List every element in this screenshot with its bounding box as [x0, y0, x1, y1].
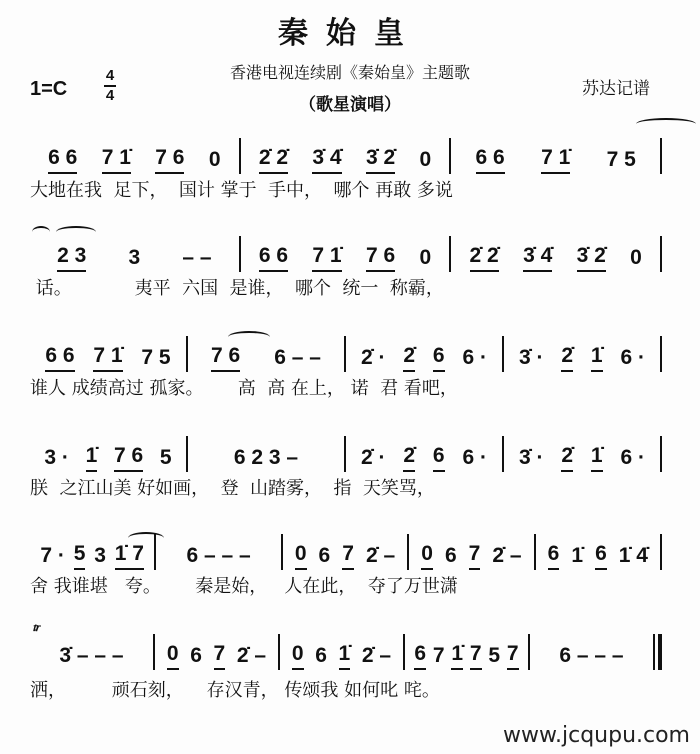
note-group: 1̇	[571, 544, 584, 567]
note-group: 7 1̇	[541, 146, 570, 174]
final-barline	[653, 634, 662, 670]
lyrics-line: 舍 我谁堪 夸。 秦是始， 人在此， 夺了万世潇	[30, 576, 458, 597]
subtitle: 香港电视连续剧《秦始皇》主题歌	[229, 63, 470, 82]
staff-row	[30, 634, 662, 670]
trill-mark: 𝆖	[33, 620, 41, 635]
measure	[405, 634, 528, 670]
meter-bottom: 4	[105, 87, 115, 104]
note-group: 6 – – –	[186, 544, 251, 567]
note-group: 3	[94, 544, 106, 567]
note-group: 0	[419, 148, 432, 171]
note-group: 2̇ ·	[360, 446, 386, 469]
note-group: 6	[433, 444, 445, 472]
note-group: 2̇ –	[361, 644, 392, 667]
note-group: 7	[214, 642, 226, 670]
note-group: 7	[470, 642, 482, 670]
note-group: 0	[208, 148, 221, 171]
note-group: 7 1̇	[312, 244, 341, 272]
note-group: 6 6	[476, 146, 505, 174]
note-group: 1̇	[591, 444, 603, 472]
note-group: 2̇	[561, 444, 573, 472]
measure	[451, 236, 660, 272]
measure	[283, 534, 407, 570]
note-group: 1̇	[86, 444, 98, 472]
note-group: 7 6	[366, 244, 395, 272]
staff-row	[30, 336, 662, 372]
singer-note: （歌星演唱）	[299, 95, 401, 115]
barline	[660, 534, 662, 570]
time-signature	[104, 68, 116, 104]
note-group: 6 – – –	[559, 644, 624, 667]
note-group: 0	[630, 246, 642, 269]
note-group: 7	[469, 542, 481, 570]
note-group: 3 ·	[44, 446, 69, 469]
note-group: 3̇ 4̇	[523, 244, 552, 272]
note-group: 6	[595, 542, 607, 570]
note-group: 7 6	[155, 146, 184, 174]
note-group: 0	[421, 542, 433, 570]
note-group: 1̇	[591, 344, 603, 372]
note-group: 6 ·	[462, 446, 488, 469]
key-signature: 1=C	[30, 78, 68, 100]
note-group: 6 6	[259, 244, 288, 272]
slur-mark	[32, 226, 50, 238]
note-group: 1̇	[339, 642, 351, 670]
measure	[241, 138, 450, 174]
arranger: 苏达记谱	[582, 79, 650, 99]
note-group: 3̇ 2̇	[366, 146, 395, 174]
note-group: 3̇ 4̇	[312, 146, 341, 174]
note-group: 7 6	[211, 344, 240, 372]
lyrics-line: 话。 夷平 六国 是谁， 哪个 统一 称霸，	[30, 278, 444, 299]
lyrics-line: 谁人 成绩高过 孤家。 高 高 在上， 诺 君 看吧，	[30, 378, 458, 399]
note-group: 2̇ –	[365, 544, 396, 567]
note-group: 6	[318, 544, 331, 567]
note-group: 6 ·	[620, 346, 646, 369]
note-group: 6	[315, 644, 327, 667]
note-group: 6	[433, 344, 445, 372]
note-group: 7 5	[606, 148, 636, 171]
note-group: 2̇ –	[236, 644, 267, 667]
measure	[504, 336, 660, 372]
barline	[660, 336, 662, 372]
meter-top: 4	[105, 67, 115, 84]
slur-mark	[636, 118, 696, 130]
note-group: 6	[444, 544, 457, 567]
note-group: 3̇ ·	[518, 346, 544, 369]
note-group: 0	[167, 642, 179, 670]
measure	[346, 336, 502, 372]
staff-row	[30, 534, 662, 570]
note-group: 6	[414, 642, 426, 670]
note-group: 7 5	[141, 346, 171, 369]
note-group: 1̇ 4̇	[618, 544, 648, 567]
staff-row	[30, 236, 662, 272]
note-group: 7	[342, 542, 354, 570]
note-group: 7	[507, 642, 519, 670]
barline	[660, 138, 662, 174]
note-group: 6 – –	[274, 346, 321, 369]
watermark: www.jcqupu.com	[503, 723, 690, 748]
measure	[409, 534, 533, 570]
note-group: 2 3	[57, 244, 86, 272]
measure	[280, 634, 403, 670]
slur-mark	[128, 532, 164, 544]
note-group: 6	[548, 542, 560, 570]
note-group: 3	[128, 246, 141, 269]
note-group: 0	[292, 642, 304, 670]
note-group: 5	[488, 644, 501, 667]
lyrics-line: 大地在我 足下， 国计 掌于 手中， 哪个 再敢 多说	[30, 180, 453, 201]
measure	[346, 436, 502, 472]
measure	[155, 634, 278, 670]
note-group: 7 6	[114, 444, 143, 472]
note-group: 1̇ 7	[115, 542, 144, 570]
measure	[451, 138, 660, 174]
note-group: 2̇ –	[492, 544, 522, 567]
staff-row	[30, 436, 662, 472]
note-group: 0	[419, 246, 432, 269]
lyrics-line: 洒， 顽石刻， 存汉青， 传颂我 如何叱 咤。	[30, 680, 440, 701]
note-group: 5	[74, 542, 86, 570]
note-group: 3̇ 2̇	[577, 244, 606, 272]
measure	[536, 534, 660, 570]
slur-mark	[228, 331, 270, 343]
note-group: 7 1̇	[93, 344, 122, 372]
note-group: 1̇	[451, 642, 463, 670]
note-group: 6 2 3 –	[233, 446, 299, 469]
note-group: 2̇	[403, 444, 415, 472]
measure	[30, 336, 186, 372]
measure	[156, 534, 280, 570]
song-title: 秦始皇	[278, 16, 422, 51]
note-group: 7 ·	[40, 544, 65, 567]
note-group: 2̇	[403, 344, 415, 372]
note-group: 6 ·	[462, 346, 488, 369]
note-group: 2̇ 2̇	[259, 146, 288, 174]
note-group: 3̇ ·	[518, 446, 544, 469]
barline	[660, 436, 662, 472]
note-group: 6 6	[48, 146, 77, 174]
note-group: 3̇ – – –	[59, 644, 124, 667]
lyrics-line: 朕 之江山美 好如画， 登 山踏雾， 指 天笑骂，	[30, 478, 435, 499]
staff-row	[30, 138, 662, 174]
measure	[530, 634, 653, 670]
measure	[30, 436, 186, 472]
note-group: 5	[159, 446, 172, 469]
note-group: – –	[182, 246, 212, 269]
measure	[30, 634, 153, 670]
measure	[188, 436, 344, 472]
note-group: 0	[295, 542, 307, 570]
note-group: 6	[190, 644, 202, 667]
note-group: 2̇ 2̇	[470, 244, 499, 272]
measure	[241, 236, 450, 272]
barline	[660, 236, 662, 272]
measure	[504, 436, 660, 472]
measure	[30, 138, 239, 174]
note-group: 2̇ ·	[360, 346, 386, 369]
slur-mark	[56, 226, 96, 238]
measure	[30, 236, 239, 272]
note-group: 7	[432, 644, 445, 667]
note-group: 6 6	[45, 344, 74, 372]
note-group: 7 1̇	[102, 146, 131, 174]
note-group: 6 ·	[620, 446, 646, 469]
note-group: 2̇	[561, 344, 573, 372]
